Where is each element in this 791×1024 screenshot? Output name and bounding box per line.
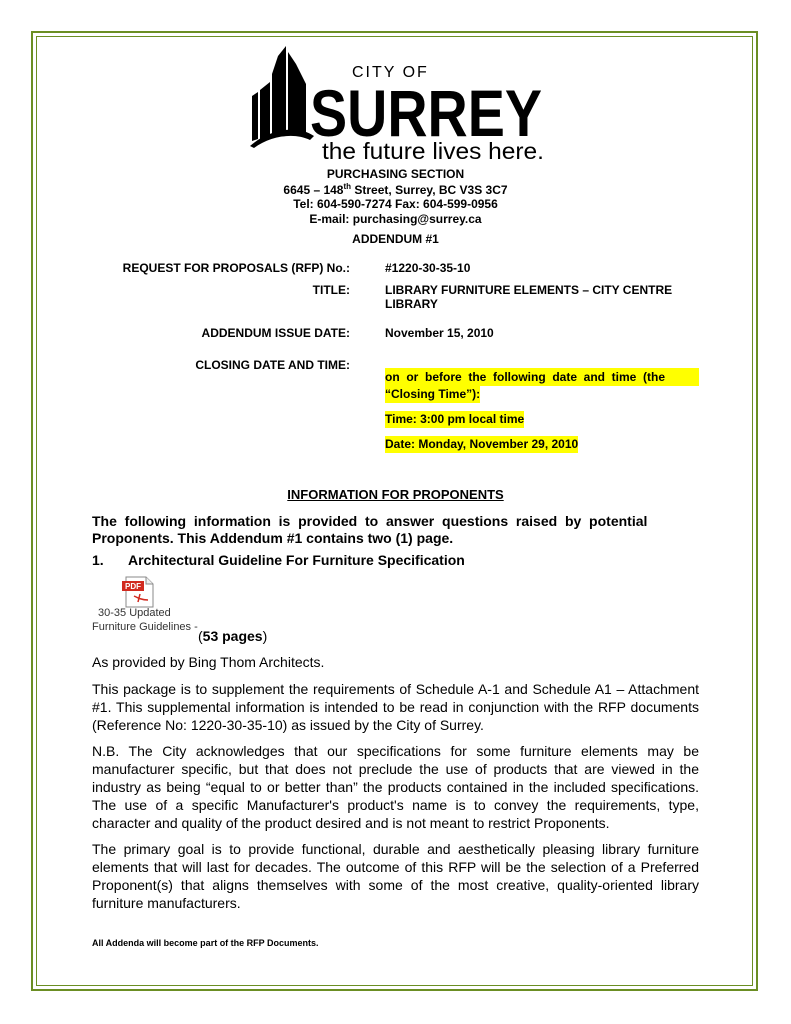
- logo-tagline: the future lives here.: [322, 138, 544, 162]
- rfp-value: #1220-30-35-10: [385, 261, 471, 275]
- pdf-file-icon: [120, 576, 156, 608]
- paragraph-nb: N.B. The City acknowledges that our specifications for some furniture elements may be manufacturer specific, but that does not preclude the use of products that are viewed in the industry as being “equal to or better than” the products contained in the included specifications. The use of a specific Manufacturer's product's name is to convey the requirements, type, character and quality of the product desired and is not meant to restrict Proponents.: [92, 743, 699, 831]
- info-heading: INFORMATION FOR PROPONENTS: [287, 487, 504, 502]
- issue-date-label: ADDENDUM ISSUE DATE:: [201, 326, 350, 340]
- issue-date-value: November 15, 2010: [385, 326, 494, 340]
- pdf-attachment[interactable]: [120, 576, 156, 608]
- title-label: TITLE:: [312, 283, 350, 297]
- paragraph-supplement: This package is to supplement the requirements of Schedule A-1 and Schedule A1 – Attachment #1. This supplemental information is intended to be read in conjunction with the RFP documents (Reference No: 1220-30-35-10) as issued by the City of Surrey.: [92, 681, 699, 733]
- attachment-name-line1[interactable]: 30-35 Updated: [98, 607, 171, 619]
- address: 6645 – 148th Street, Surrey, BC V3S 3C7: [283, 182, 508, 197]
- city-of-surrey-logo: [248, 44, 548, 162]
- rfp-label: REQUEST FOR PROPOSALS (RFP) No.:: [122, 261, 350, 275]
- closing-line1: on or before the following date and time (the: [385, 368, 699, 386]
- logo-surrey: SURREY: [310, 76, 542, 150]
- svg-text:PDF: PDF: [125, 582, 141, 591]
- closing-time: Time: 3:00 pm local time: [385, 412, 525, 426]
- paragraph-goal: The primary goal is to provide functional, durable and aesthetically pleasing library furniture elements that will last for decades. The outcome of this RFP will be the selection of a Preferred Proponent(s) that aligns themselves with some of the most creative, quality-oriented library furniture manufacturers.: [92, 841, 699, 911]
- tel-fax: Tel: 604-590-7274 Fax: 604-599-0956: [293, 197, 498, 211]
- sails-icon: [250, 46, 314, 148]
- closing-label: CLOSING DATE AND TIME:: [195, 358, 350, 372]
- logo-city-of: CITY OF: [352, 64, 429, 81]
- intro-line1: The following information is provided to answer questions raised by potential: [92, 513, 648, 529]
- purchasing-section: PURCHASING SECTION: [326, 167, 465, 181]
- closing-line2: “Closing Time”):: [385, 387, 481, 401]
- title-line1: LIBRARY FURNITURE ELEMENTS – CITY CENTRE: [385, 283, 673, 297]
- intro-line2: Proponents. This Addendum #1 contains two (1) page.: [92, 530, 454, 546]
- attachment-name-line2[interactable]: Furniture Guidelines -: [92, 621, 198, 633]
- title-line2: LIBRARY: [385, 297, 438, 311]
- footer-note: All Addenda will become part of the RFP Documents.: [92, 938, 319, 948]
- addendum-number: ADDENDUM #1: [352, 232, 439, 246]
- provided-by: As provided by Bing Thom Architects.: [92, 654, 325, 670]
- item-title: Architectural Guideline For Furniture Specification: [128, 552, 465, 568]
- item-number: 1.: [92, 552, 104, 568]
- closing-date: Date: Monday, November 29, 2010: [385, 437, 579, 451]
- email: E-mail: purchasing@surrey.ca: [309, 212, 482, 226]
- page-count: (53 pages): [198, 628, 268, 644]
